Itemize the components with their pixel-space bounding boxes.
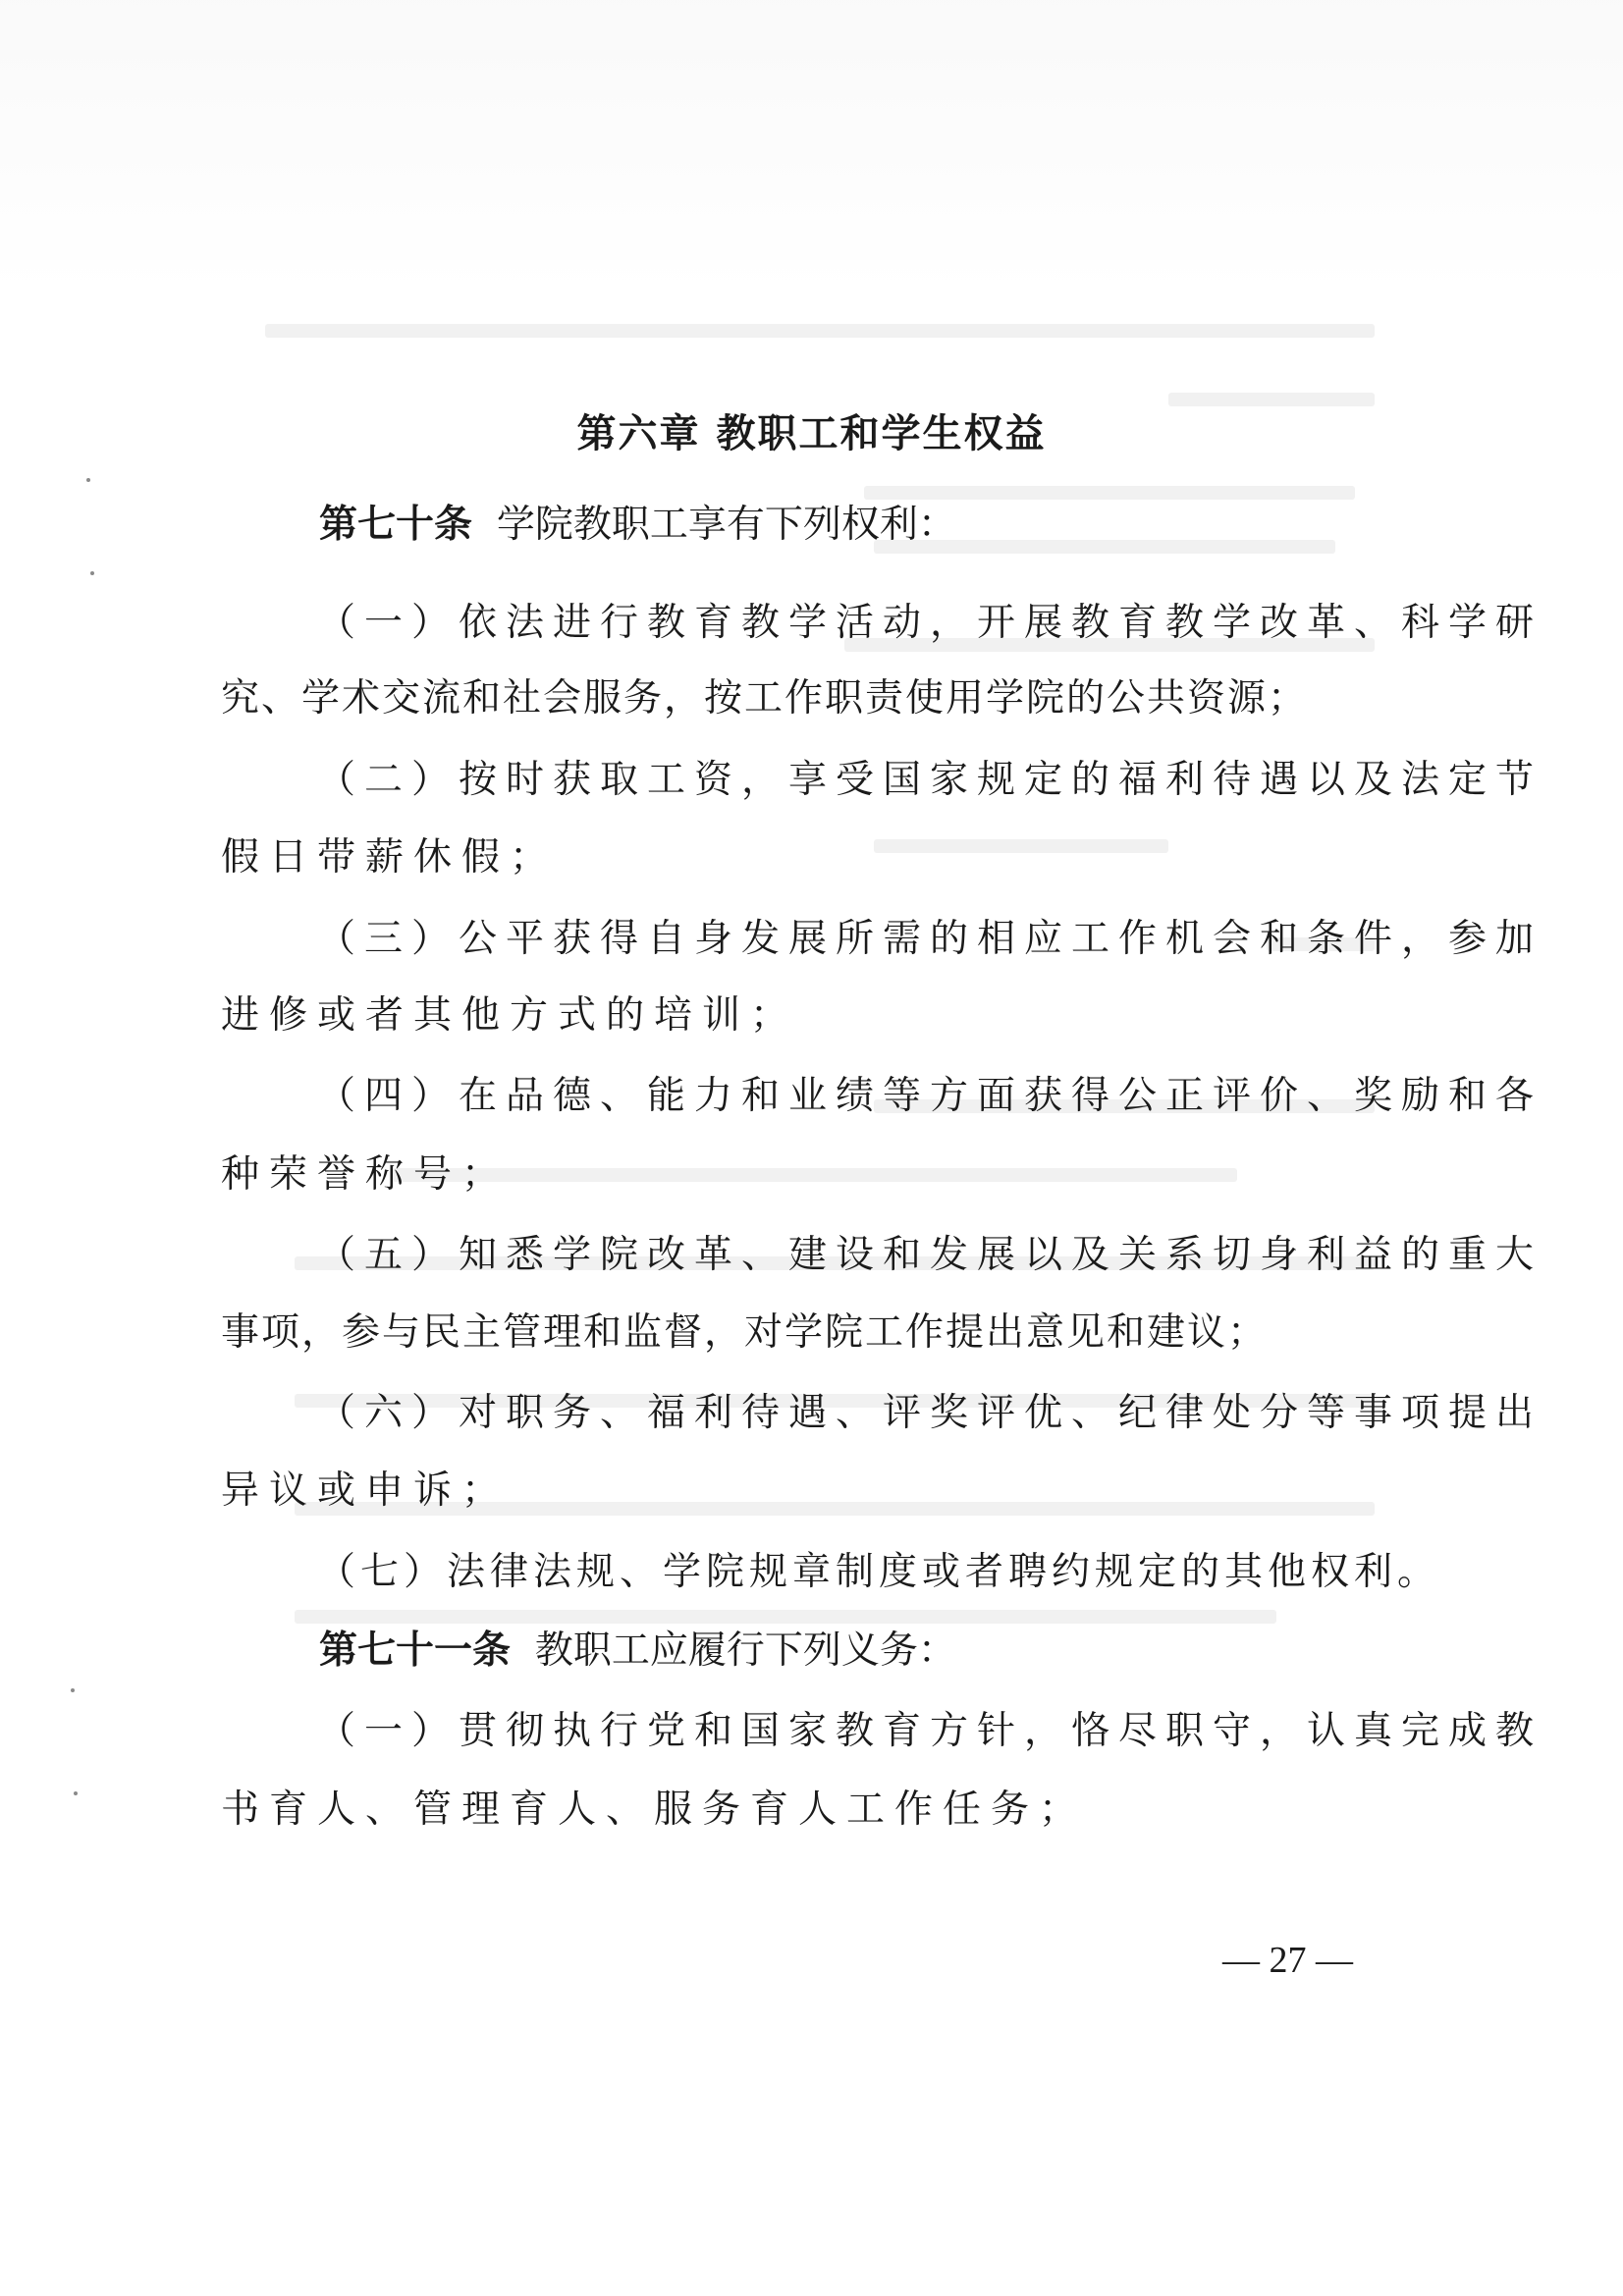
article-70-item-1a: （一）依法进行教育教学活动，开展教育教学改革、科学研 (317, 601, 1543, 645)
bleed-through-line (265, 324, 1375, 338)
article-70-item-2a: （二）按时获取工资，享受国家规定的福利待遇以及法定节 (317, 758, 1543, 802)
article-70-item-4a: （四）在品德、能力和业绩等方面获得公正评价、奖励和各 (317, 1074, 1543, 1118)
article-70-item-1b: 究、学术交流和社会服务，按工作职责使用学院的公共资源； (221, 676, 1309, 721)
article-70-item-3a: （三）公平获得自身发展所需的相应工作机会和条件，参加 (317, 917, 1543, 961)
bleed-through-line (874, 839, 1168, 853)
scan-speck (90, 571, 94, 575)
article-70-item-5a: （五）知悉学院改革、建设和发展以及关系切身利益的重大 (317, 1233, 1543, 1277)
article-71-title: 第七十一条 (319, 1629, 512, 1673)
article-71-item-1a: （一）贯彻执行党和国家教育方针，恪尽职守，认真完成教 (317, 1709, 1543, 1753)
page-number: — 27 — (1222, 1940, 1353, 1981)
article-71-item-1b: 书育人、管理育人、服务育人工作任务； (221, 1788, 1088, 1832)
article-70-title: 第七十条 (319, 503, 473, 547)
chapter-heading: 第六章 教职工和学生权益 (576, 411, 1047, 456)
scan-speck (86, 478, 90, 482)
article-70-item-6a: （六）对职务、福利待遇、评奖评优、纪律处分等事项提出 (317, 1391, 1543, 1435)
article-71-heading-line (319, 1620, 956, 1675)
article-70-item-5b: 事项，参与民主管理和监督，对学院工作提出意见和建议； (221, 1310, 1269, 1355)
scan-shading (0, 0, 1623, 294)
article-70-heading-line (319, 494, 956, 549)
scan-speck (74, 1791, 78, 1795)
article-71-intro: 教职工应履行下列义务： (534, 1629, 956, 1673)
article-70-intro: 学院教职工享有下列权利： (496, 503, 956, 547)
article-70-item-6b: 异议或申诉； (221, 1468, 511, 1513)
article-70-item-4b: 种荣誉称号； (221, 1152, 511, 1197)
article-70-item-3b: 进修或者其他方式的培训； (221, 993, 799, 1038)
scan-speck (71, 1688, 75, 1692)
article-70-item-2b: 假日带薪休假； (221, 835, 559, 880)
article-70-item-7: （七）法律法规、学院规章制度或者聘约规定的其他权利。 (317, 1550, 1441, 1594)
bleed-through-line (393, 1168, 1237, 1182)
